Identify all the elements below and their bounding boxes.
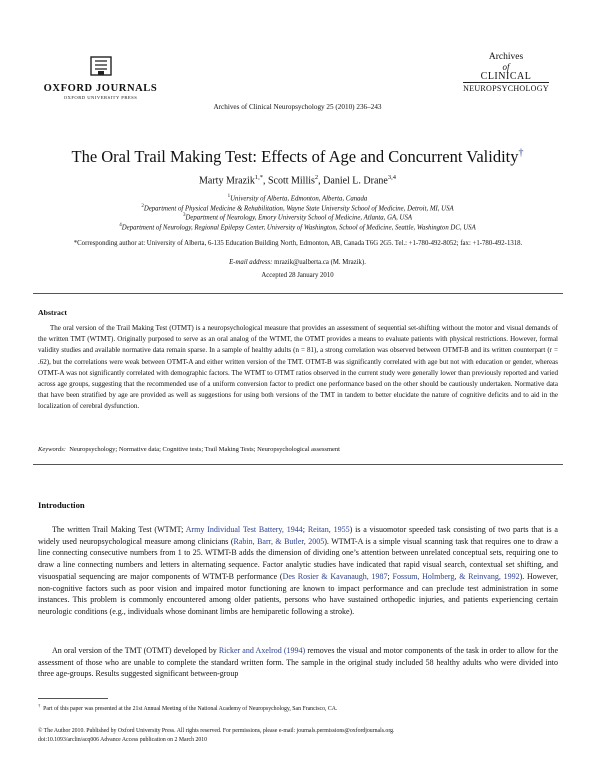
footnote-mark: † [38, 703, 41, 708]
journal-citation: Archives of Clinical Neuropsychology 25 (2010) 236–243 [213, 103, 382, 111]
doi-line: doi:10.1093/arclin/acq006 Advance Access publication on 2 March 2010 [38, 737, 208, 743]
text-run: removes the visual and motor components of the task in order to allow for the assessment of those who are unable to complete the standard written form. The sample in the original study included 58 healthy adults who were divided into three age-groups. Results suggested significant between-group [38, 646, 559, 679]
affiliation-text: Department of Neurology, Regional Epilepsy Center, University of Washington, School of Medicine, Seattle, Washington DC, USA [121, 224, 476, 232]
copyright-line: © The Author 2010. Published by Oxford University Press. All rights reserved. For permissions, please e-mail: journals.permissions@oxfordjournals.org. [38, 728, 395, 734]
footnote-rule [38, 698, 108, 699]
abstract-heading: Abstract [38, 308, 68, 317]
title-footnote-mark[interactable]: † [518, 147, 524, 159]
journal-logo [460, 52, 552, 94]
affiliation-sup: 1 [227, 194, 231, 199]
oxford-journals-logo [38, 56, 163, 100]
journal-logo-line2: of [502, 62, 510, 72]
author-sup: 3,4 [387, 174, 396, 181]
citation-link[interactable]: Fossum, Holmberg, & Reinvang, 1992 [392, 571, 520, 581]
footnote-text: Part of this paper was presented at the 21st Annual Meeting of the National Academy of Neuropsychology, San Francisco, CA. [43, 705, 338, 712]
text-run: ). However, non-cognitive factors such as poor vision and impaired motor functioning are known to impact performance and can preclude test administration in some instances. This problem is commonly encountered among older patients, persons who have sustained orthopedic injuries, and patients experiencing certain neurologic conditions (e.g., individuals whose dominant limbs are hemiparetic following a stroke). [38, 571, 558, 616]
author-name: Daniel L. Drane [323, 175, 388, 187]
text-run: An oral version of the TMT (OTMT) developed by [52, 646, 219, 655]
copyright-block [38, 727, 568, 745]
text-run: ; [302, 525, 308, 534]
footnote [38, 703, 558, 712]
email-label: E-mail address: [229, 259, 273, 266]
divider-bottom [33, 464, 563, 465]
affiliation-text: Department of Neurology, Emory University School of Medicine, Atlanta, GA, USA [185, 214, 413, 222]
introduction-heading: Introduction [38, 500, 85, 510]
affiliation-sup: 4 [119, 223, 122, 228]
oxford-logo-text: OXFORD JOURNALS [43, 83, 158, 94]
affiliation-4 [0, 223, 595, 231]
abstract-body: The oral version of the Trail Making Test (OTMT) is a neuropsychological measure that provides an assessment of sequential set-shifting without the motor and visual demands of the written TMT (WTMT). Originally purposed to serve as an oral analog of the WTMT, the OTMT provides a means to evaluate patients with physical restrictions. However, formal validity studies and available normative data remain sparse. In a sample of healthy adults (n = 81), a strong correlation was observed between OTMT-B and its written counterpart (r = .62), but the correlations were weak between OTMT-A and either written version of the TMT. OTMT-B was significantly correlated with age but not with education or gender, whereas OTMT-A was not significantly correlated with demographic factors. The WTMT to OTMT ratios observed in the current study were generally lower than previously reported and varied across age groups, suggesting that the recommended use of a uniform conversion factor to predict one performance based on the other should be cautiously undertaken. Normative data that have been stratified by age are provided as well as suggestions for using both versions of the TMT in tandem to better elucidate the nature of cognitive deficits and to aid in the localization of cerebral dysfunction. [38, 324, 558, 411]
affiliation-3 [0, 213, 595, 221]
keywords-text: Neuropsychology; Normative data; Cognitive tests; Trail Making Tests; Neuropsychological assessment [69, 446, 340, 453]
author-sep: , [262, 175, 268, 187]
accepted-date: Accepted 28 January 2010 [261, 272, 334, 279]
citation-link[interactable]: Des Rosier & Kavanaugh, 1987 [282, 571, 388, 581]
citation-link[interactable]: Reitan, 1955 [307, 525, 350, 534]
author-name: Marty Mrazik [199, 175, 255, 187]
oxford-logo-tagline: OXFORD UNIVERSITY PRESS [63, 95, 138, 100]
journal-logo-line3: CLINICAL [480, 71, 532, 82]
affiliation-sup: 2 [141, 204, 144, 209]
correspondence: *Corresponding author at: University of Alberta, 6-135 Education Building North, Edmonton, AB, Canada T6G 2G5. Tel.: +1-780-492-8052; fax: +1-780-492-1318. [73, 240, 523, 247]
author-sep: , [318, 175, 324, 187]
email-line [0, 259, 595, 266]
citation-link[interactable]: Army Individual Test Battery, 1944 [185, 525, 303, 534]
citation-link[interactable]: Ricker and Axelrod (1994) [218, 646, 306, 655]
text-run: ) is a visuomotor speeded task consisting of two parts that is a widely used neuropsychological measure among clinicians ( [38, 525, 558, 546]
affiliation-text: Department of Physical Medicine & Rehabilitation, Wayne State University School of Medicine, Detroit, MI, USA [143, 205, 454, 213]
citation-link[interactable]: Rabin, Barr, & Butler, 2005 [233, 536, 325, 546]
journal-logo-line4: NEUROPSYCHOLOGY [463, 84, 549, 93]
intro-paragraph-2 [38, 645, 558, 680]
email-address[interactable]: mrazik@ualberta.ca (M. Mrazik). [274, 259, 366, 266]
journal-logo-line1: Archives [488, 52, 524, 62]
paper-title-text: The Oral Trail Making Test: Effects of Age and Concurrent Validity [71, 147, 519, 166]
affiliation-text: University of Alberta, Edmonton, Alberta, Canada [230, 195, 368, 203]
affiliation-2 [0, 204, 595, 212]
oxford-crest-icon [88, 56, 114, 78]
text-run: ; [387, 571, 393, 581]
author-list [0, 174, 595, 186]
author-sup: 1,* [254, 174, 263, 181]
author-sup: 2 [314, 174, 319, 181]
author-name: Scott Millis [267, 175, 315, 187]
keywords-label: Keywords: [38, 446, 66, 453]
text-run: ). WTMT-A is a simple visual scanning task that requires one to draw a line connecting consecutive numbers from 1 to 25. WTMT-B adds the dimension of dividing one’s attention between unrelated conceptual sets, requiring one to draw a line connecting numbers and letters in alternating sequence. Factor analytic studies have indicated that rapid visual search, contextual set shifting, and visuospatial sequencing are major components of WTMT-B performance ( [38, 536, 559, 581]
divider-top [33, 293, 563, 294]
paper-title [0, 147, 595, 167]
intro-paragraph-1 [38, 524, 558, 618]
keywords [38, 446, 340, 453]
affiliation-1 [0, 194, 595, 202]
text-run: The written Trail Making Test (WTMT; [52, 525, 186, 534]
affiliation-sup: 3 [182, 213, 186, 218]
